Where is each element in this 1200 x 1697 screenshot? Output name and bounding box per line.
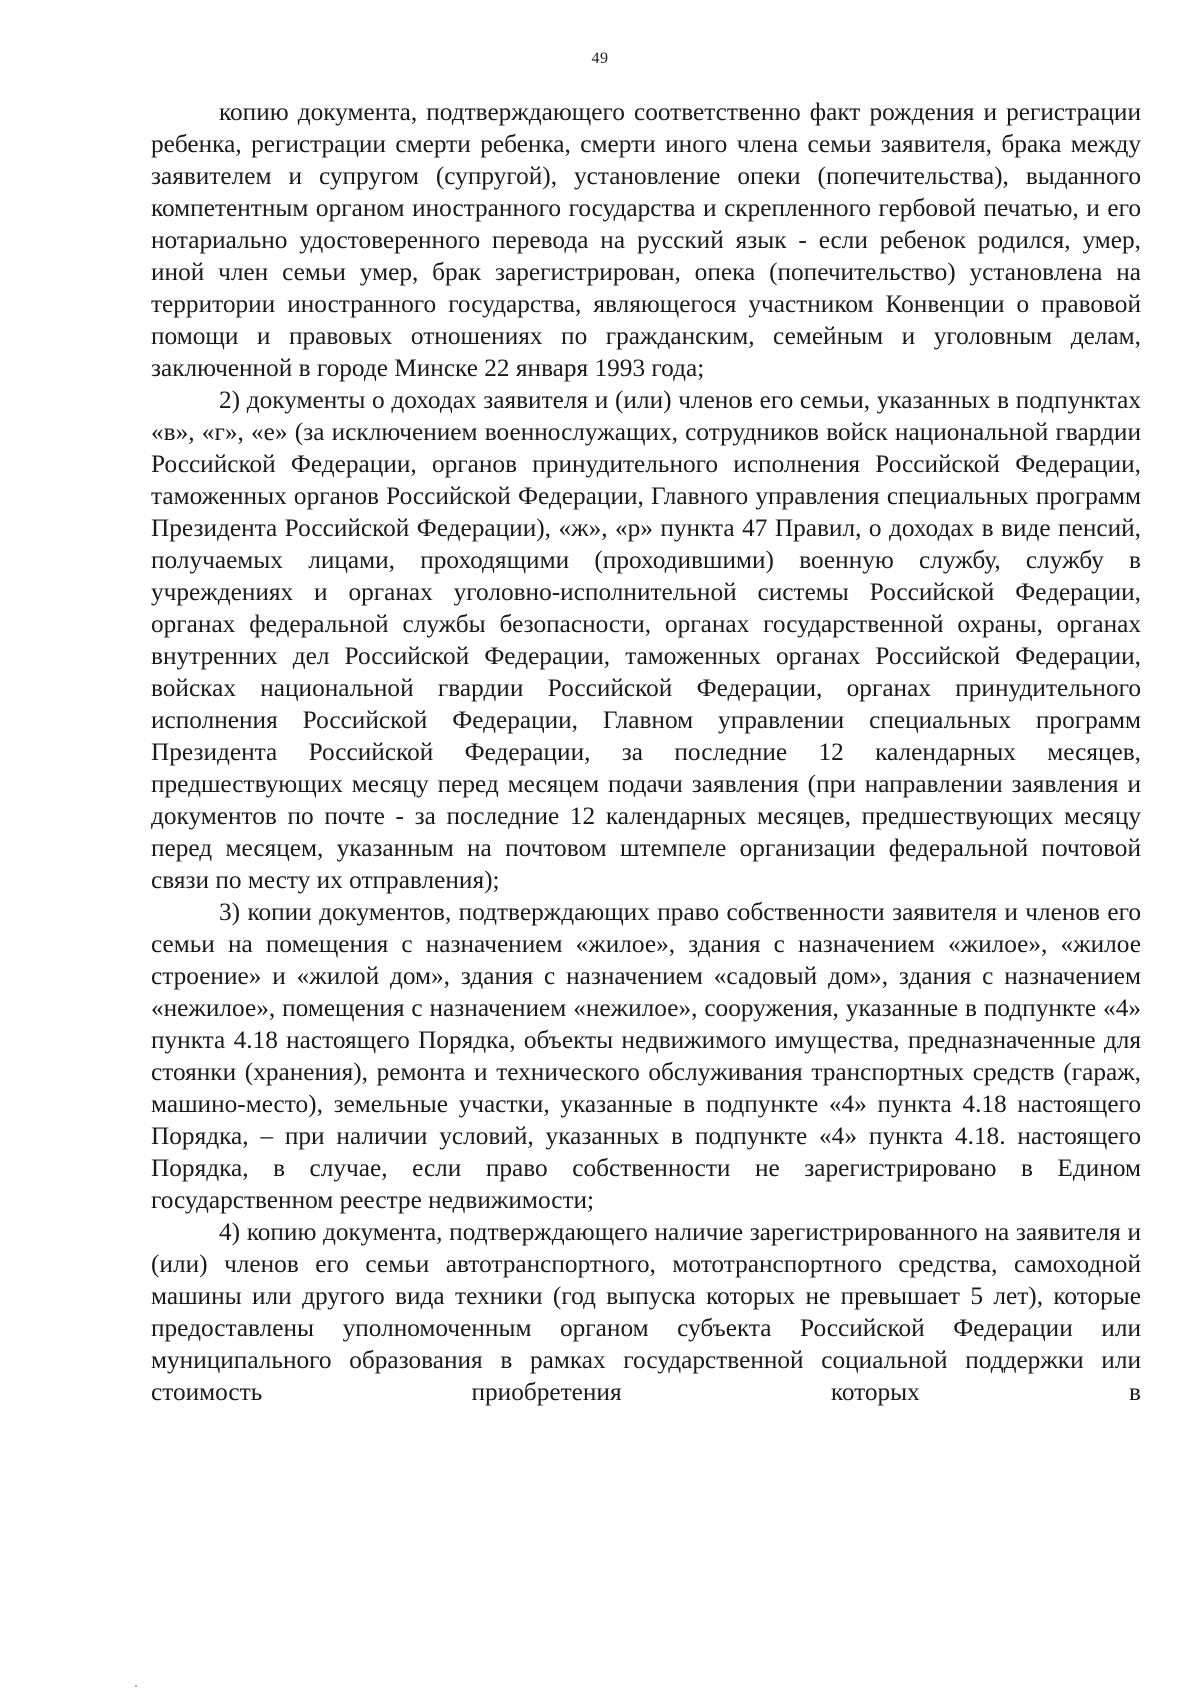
scan-artifact	[135, 1685, 137, 1687]
page-number: 49	[591, 50, 609, 67]
paragraph-item-3: 3) копии документов, подтверждающих право собственности заявителя и членов его семьи на помещения с назначением «жилое», здания с назначением «жилое», «жилое строение» и «жилой дом», здания с назначением «садовый дом», здания с назначением «нежилое», помещения с назначением «нежилое», сооружения, указанные в подпункте «4» пункта 4.18 настоящего Порядка, объекты недвижимого имущества, предназначенные для стоянки (хранения), ремонта и технического обслуживания транспортных средств (гараж, машино-место), земельные участки, указанные в подпункте «4» пункта 4.18 настоящего Порядка, – при наличии условий, указанных в подпункте «4» пункта 4.18. настоящего Порядка, в случае, если право собственности не зарегистрировано в Едином государственном реестре недвижимости;	[151, 898, 1141, 1214]
paragraph-item-4: 4) копию документа, подтверждающего наличие зарегистрированного на заявителя и (или) членов его семьи автотранспортного, мототранспортного средства, самоходной машины или другого вида техники (год выпуска которых не превышает 5 лет), которые предоставлены уполномоченным органом субъекта Российской Федерации или муниципального образования в рамках государственной социальной поддержки или стоимость приобретения которых в	[151, 1218, 1141, 1406]
paragraph-item-2: 2) документы о доходах заявителя и (или) членов его семьи, указанных в подпунктах «в», «г», «е» (за исключением военнослужащих, сотрудников войск национальной гвардии Российской Федерации, органов принудительного исполнения Российской Федерации, таможенных органов Российской Федерации, Главного управления специальных программ Президента Российской Федерации), «ж», «р» пункта 47 Правил, о доходах в виде пенсий, получаемых лицами, проходящими (проходившими) военную службу, службу в учреждениях и органах уголовно-исполнительной системы Российской Федерации, органах федеральной службы безопасности, органах государственной охраны, органах внутренних дел Российской Федерации, таможенных органах Российской Федерации, войсках национальной гвардии Российской Федерации, органах принудительного исполнения Российской Федерации, Главном управлении специальных программ Президента Российской Федерации, за последние 12 календарных месяцев, предшествующих месяцу перед месяцем подачи заявления (при направлении заявления и документов по почте - за последние 12 календарных месяцев, предшествующих месяцу перед месяцем, указанным на почтовом штемпеле организации федеральной почтовой связи по месту их отправления);	[151, 386, 1141, 894]
document-body	[151, 96, 1141, 1408]
paragraph-continuation: копию документа, подтверждающего соответственно факт рождения и регистрации ребенка, регистрации смерти ребенка, смерти иного члена семьи заявителя, брака между заявителем и супругом (супругой), установление опеки (попечительства), выданного компетентным органом иностранного государства и скрепленного гербовой печатью, и его нотариально удостоверенного перевода на русский язык - если ребенок родился, умер, иной член семьи умер, брак зарегистрирован, опека (попечительство) установлена на территории иностранного государства, являющегося участником Конвенции о правовой помощи и правовых отношениях по гражданским, семейным и уголовным делам, заключенной в городе Минске 22 января 1993 года;	[151, 98, 1141, 382]
